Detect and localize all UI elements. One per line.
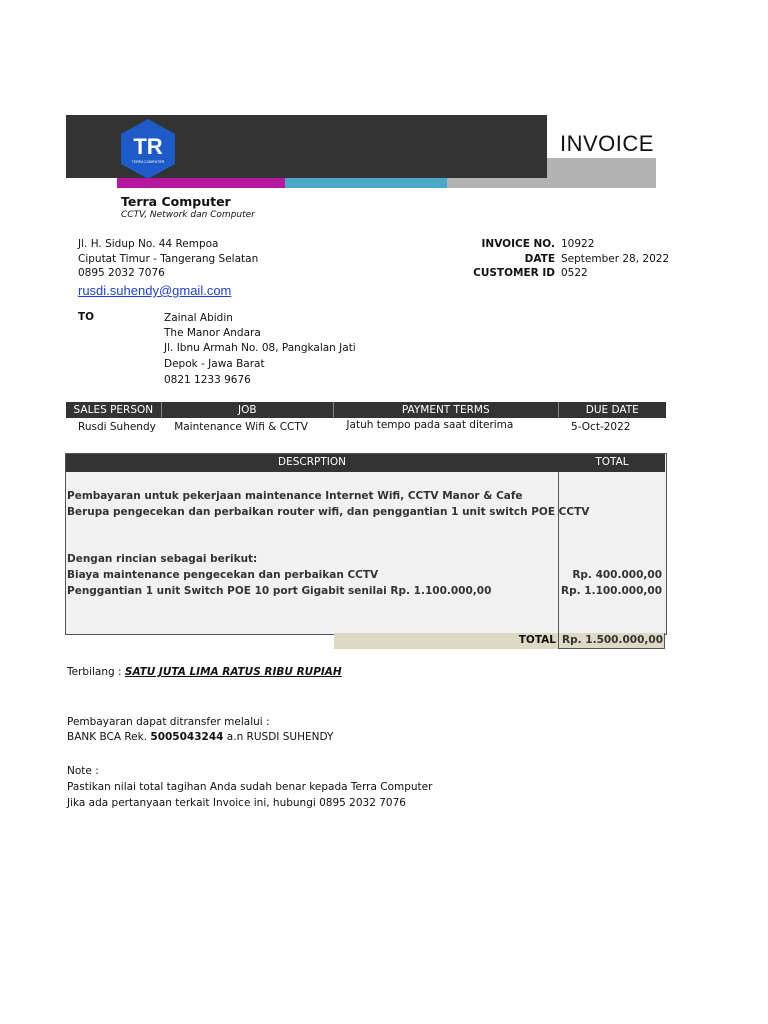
- total-value: Rp. 1.500.000,00: [562, 634, 663, 646]
- description-line: Pembayaran untuk pekerjaan maintenance Internet Wifi, CCTV Manor & Cafe: [67, 490, 523, 502]
- description-line: Biaya maintenance pengecekan dan perbaikan CCTV: [67, 569, 379, 581]
- recipient-line: Jl. Ibnu Armah No. 08, Pangkalan Jati: [164, 342, 356, 354]
- description-line: Dengan rincian sebagai berikut:: [67, 553, 258, 565]
- header-total: TOTAL: [595, 456, 629, 468]
- company-tagline: CCTV, Network dan Computer: [121, 210, 255, 220]
- total-label: TOTAL: [518, 634, 556, 646]
- invoice-no-value: 10922: [561, 238, 595, 250]
- terbilang: [67, 666, 342, 678]
- note-label: Note :: [67, 765, 99, 777]
- terbilang-label: Terbilang :: [67, 666, 122, 678]
- header-payment-terms: PAYMENT TERMS: [333, 402, 558, 418]
- description-line: Penggantian 1 unit Switch POE 10 port Gigabit senilai Rp. 1.100.000,00: [67, 585, 492, 597]
- logo-subtext: TERRA COMPUTER: [131, 160, 165, 164]
- description-box: [65, 453, 667, 635]
- logo-text: TR: [133, 134, 163, 159]
- column-divider: [558, 472, 559, 633]
- description-line: Berupa pengecekan dan perbaikan router wifi, dan penggantian 1 unit switch POE CCTV: [67, 506, 590, 518]
- company-phone: 0895 2032 7076: [78, 267, 165, 279]
- stripe-grey: [447, 178, 656, 188]
- amount-value: Rp. 400.000,00: [572, 569, 662, 581]
- bank-prefix: BANK BCA Rek.: [67, 731, 148, 743]
- table-row: [66, 418, 666, 437]
- company-name: Terra Computer: [121, 194, 231, 209]
- amount-value: Rp. 1.100.000,00: [561, 585, 662, 597]
- date-label: DATE: [524, 253, 555, 265]
- description-header: [66, 454, 665, 472]
- recipient-line: Depok - Jawa Barat: [164, 358, 265, 370]
- terbilang-words: SATU JUTA LIMA RATUS RIBU RUPIAH: [124, 666, 342, 678]
- note-line: Jika ada pertanyaan terkait Invoice ini, hubungi 0895 2032 7076: [67, 797, 406, 809]
- stripe-magenta: [117, 178, 285, 188]
- invoice-no-label: INVOICE NO.: [481, 238, 555, 250]
- sales-person-value: Rusdi Suhendy: [78, 421, 156, 433]
- job-value: Maintenance Wifi & CCTV: [174, 421, 308, 433]
- invoice-title: INVOICE: [560, 131, 654, 156]
- payment-bank-line: [67, 731, 333, 743]
- bank-account-number: 5005043244: [150, 731, 224, 743]
- header-job: JOB: [161, 402, 333, 418]
- company-address-line: Jl. H. Sidup No. 44 Rempoa: [78, 238, 219, 250]
- header-description: DESCRPTION: [278, 456, 346, 468]
- recipient-name: Zainal Abidin: [164, 312, 233, 324]
- bank-account-name: a.n RUSDI SUHENDY: [226, 731, 334, 743]
- header-grey-block: [547, 158, 656, 178]
- payment-intro: Pembayaran dapat ditransfer melalui :: [67, 716, 270, 728]
- header-due-date: DUE DATE: [558, 402, 666, 418]
- company-logo: [117, 118, 179, 180]
- due-date-value: 5-Oct-2022: [571, 421, 631, 433]
- note-line: Pastikan nilai total tagihan Anda sudah benar kepada Terra Computer: [67, 781, 433, 793]
- recipient-line: The Manor Andara: [164, 327, 261, 339]
- stripe-cyan: [285, 178, 447, 188]
- to-label: TO: [78, 311, 95, 323]
- company-address-line: Ciputat Timur - Tangerang Selatan: [78, 253, 259, 265]
- company-email-link[interactable]: rusdi.suhendy@gmail.com: [78, 283, 232, 298]
- header-sales-person: SALES PERSON: [66, 402, 161, 418]
- recipient-phone: 0821 1233 9676: [164, 374, 251, 386]
- customer-id-label: CUSTOMER ID: [473, 267, 555, 279]
- info-table: [66, 402, 666, 437]
- customer-id-value: 0522: [561, 267, 588, 279]
- payment-terms-value: Jatuh tempo pada saat diterima: [346, 419, 514, 431]
- date-value: September 28, 2022: [561, 253, 670, 265]
